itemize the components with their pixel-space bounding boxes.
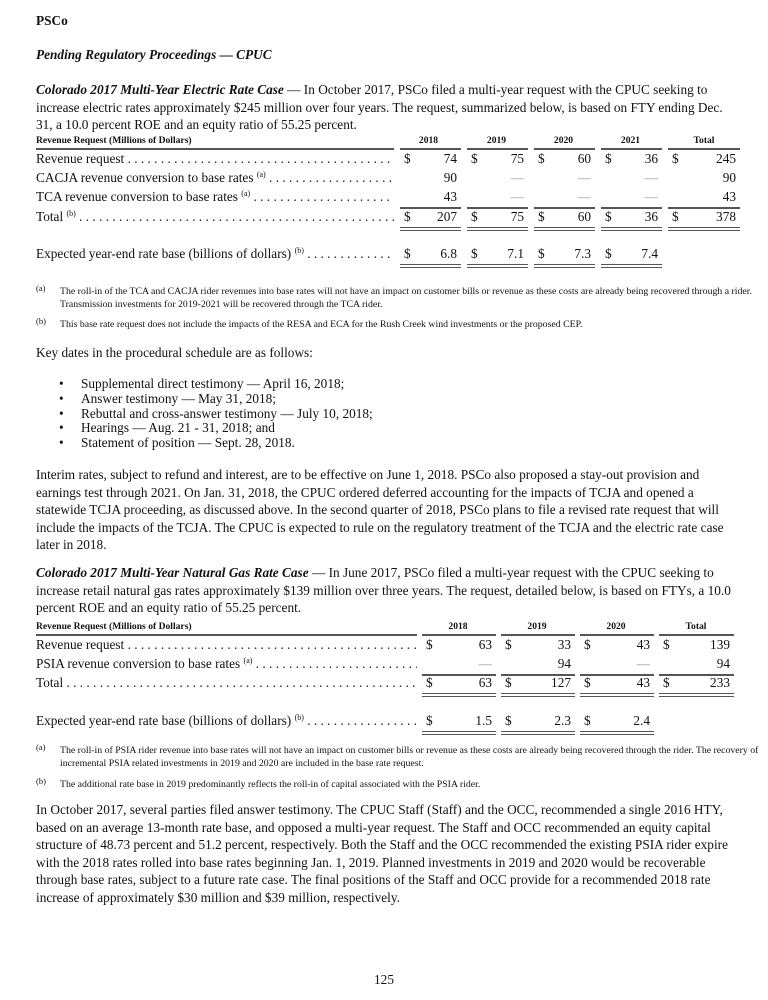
row-label: Expected year-end rate base (billions of dollars) $^{(b)}$ . . . <box>36 246 394 262</box>
footnote-text: The additional rate base in 2019 predominantly reflects the roll-in of capital associated with the PSIA rider. <box>60 779 481 790</box>
footnote <box>36 778 756 794</box>
cell-value: 245 <box>716 151 736 166</box>
cell-value: 90 <box>722 170 736 185</box>
table-row <box>36 637 748 655</box>
column-header: 2019 <box>486 135 507 146</box>
cell-value: 43 <box>722 189 736 204</box>
cell-value: 43 <box>443 189 457 204</box>
cell-value: — <box>577 170 591 185</box>
cell-value: 36 <box>644 151 658 166</box>
cell-value: 7.4 <box>641 246 658 261</box>
divider <box>501 634 575 636</box>
cell-value: — <box>478 656 492 671</box>
currency-symbol: $ <box>471 151 478 166</box>
table-row <box>36 170 748 188</box>
double-underline <box>400 264 461 268</box>
cell-value: 94 <box>557 656 571 671</box>
currency-symbol: $ <box>584 675 591 690</box>
cell-value: 43 <box>636 675 650 690</box>
row-label: Expected year-end rate base (billions of dollars) $^{(b)}$ . . . <box>36 713 417 729</box>
page-number: 125 <box>374 972 394 987</box>
divider <box>659 634 734 636</box>
cell-value: 60 <box>577 151 591 166</box>
currency-symbol: $ <box>426 713 433 728</box>
column-header: 2018 <box>418 135 439 146</box>
currency-symbol: $ <box>672 151 679 166</box>
column-header: Total <box>685 621 707 632</box>
double-underline <box>501 693 575 697</box>
currency-symbol: $ <box>584 637 591 652</box>
cell-value: 36 <box>644 209 658 224</box>
divider <box>422 634 496 636</box>
currency-symbol: $ <box>505 713 512 728</box>
double-underline <box>668 227 740 231</box>
footnote <box>36 318 756 334</box>
list-item: • Rebuttal and cross-answer testimony — July 10, 2018; <box>36 407 373 422</box>
column-header: Total <box>693 135 715 146</box>
cell-value: 90 <box>443 170 457 185</box>
cell-value: 43 <box>636 637 650 652</box>
cell-value: — <box>510 189 524 204</box>
currency-symbol: $ <box>471 209 478 224</box>
table-row <box>36 151 748 169</box>
currency-symbol: $ <box>584 713 591 728</box>
cell-value: 2.4 <box>633 713 650 728</box>
table-row-rate-base <box>36 246 748 264</box>
footnote-mark: (b) <box>36 316 46 326</box>
cell-value: 75 <box>510 209 524 224</box>
table-header-label: Revenue Request (Millions of Dollars) <box>36 135 192 146</box>
double-underline <box>601 227 662 231</box>
answer-testimony-paragraph: In October 2017, several parties filed answer testimony. The CPUC Staff (Staff) and the OCC, recommended a single 2016 HTY, based on an average 13-month rate base, and opposed a multi-year request. The Staff and OCC recommended an equity capital structure of 48.73 percent and 51.2 percent, respectively. Both the Staff and the OCC recommended the existing PSIA rider expire with the 2018 rates rolled into base rates beginning Jan. 1, 2019. Planned investments in 2019 and 2020 would be recoverable through base rates, subject to a future rate case. The final positions of the Staff and OCC provide for a recommended 2018 rate increase of approximately $30 million and $39 million, respectively. <box>36 802 728 905</box>
footnote <box>36 742 759 774</box>
row-label: Revenue request . . . <box>36 637 417 653</box>
cell-value: 63 <box>478 637 492 652</box>
list-item: • Answer testimony — May 31, 2018; <box>36 392 373 407</box>
double-underline <box>659 693 734 697</box>
double-underline <box>580 693 654 697</box>
electric-case-title: Colorado 2017 Multi-Year Electric Rate Case <box>36 82 284 97</box>
electric-revenue-table <box>36 132 748 267</box>
cell-value: 378 <box>716 209 736 224</box>
cell-value: — <box>644 189 658 204</box>
cell-value: 7.1 <box>507 246 524 261</box>
footnote <box>36 285 756 315</box>
cell-value: 233 <box>710 675 730 690</box>
column-header: 2020 <box>606 621 626 632</box>
currency-symbol: $ <box>663 637 670 652</box>
divider <box>534 148 595 150</box>
double-underline <box>580 731 654 735</box>
list-item: • Statement of position — Sept. 28, 2018. <box>36 436 373 451</box>
currency-symbol: $ <box>605 151 612 166</box>
footnote-mark: (a) <box>36 283 46 293</box>
cell-value: 1.5 <box>475 713 492 728</box>
interim-rates-paragraph: Interim rates, subject to refund and interest, are to be effective on June 1, 2018. PSCo also proposed a stay-out provision and earnings test through 2021. On Jan. 31, 2018, the CPUC ordered deferred accounting for the impacts of TCJA and opened a statewide TCJA proceeding, as discussed above. In the second quarter of 2018, PSCo plans to file a revised rate request that will include the impacts of the TCJA. The CPUC is expected to rule on the regulatory treatment of the TCJA and the electric rate case later in 2018. <box>36 467 724 553</box>
currency-symbol: $ <box>404 151 411 166</box>
currency-symbol: $ <box>672 209 679 224</box>
currency-symbol: $ <box>505 675 512 690</box>
row-label: Revenue request . . . <box>36 151 394 167</box>
cell-value: 75 <box>510 151 524 166</box>
double-underline <box>601 264 662 268</box>
schedule-intro: Key dates in the procedural schedule are as follows: <box>36 345 313 360</box>
double-underline <box>400 227 461 231</box>
column-header: 2020 <box>553 135 574 146</box>
currency-symbol: $ <box>538 246 545 261</box>
section-title: Pending Regulatory Proceedings — CPUC <box>36 47 272 62</box>
table-header-label: Revenue Request (Millions of Dollars) <box>36 621 192 632</box>
currency-symbol: $ <box>538 209 545 224</box>
currency-symbol: $ <box>663 675 670 690</box>
cell-value: 74 <box>443 151 457 166</box>
electric-intro-paragraph <box>36 81 736 134</box>
schedule-list <box>36 377 373 451</box>
footnote-mark: (b) <box>36 776 46 786</box>
table-row <box>36 189 748 207</box>
currency-symbol: $ <box>605 209 612 224</box>
footnote-text: The roll-in of PSIA rider revenue into base rates will not have an impact on customer bills or revenue as these costs are already being recovered through the rider. The recovery of incremental PSIA related investments in 2019 and 2020 are included in the base rate request. <box>60 745 759 769</box>
currency-symbol: $ <box>471 246 478 261</box>
cell-value: — <box>577 189 591 204</box>
divider <box>400 148 461 150</box>
company-heading: PSCo <box>36 13 68 28</box>
footnote-text: This base rate request does not include the impacts of the RESA and ECA for the Rush Creek wind investments or the proposed CEP. <box>60 319 583 330</box>
cell-value: 207 <box>437 209 457 224</box>
currency-symbol: $ <box>426 675 433 690</box>
currency-symbol: $ <box>538 151 545 166</box>
table-row-total <box>36 675 748 693</box>
column-header: 2018 <box>448 621 468 632</box>
double-underline <box>534 227 595 231</box>
divider <box>580 634 654 636</box>
column-header: 2019 <box>527 621 547 632</box>
divider <box>36 148 394 150</box>
footnote-mark: (a) <box>36 742 46 752</box>
cell-value: 7.3 <box>574 246 591 261</box>
divider <box>36 634 417 636</box>
footnote-text: The roll-in of the TCA and CACJA rider revenues into base rates will not have an impact on customer bills or revenue as these costs are already being recovered through a rider. Transmission investments for 2019-2021 will be recovered through the TCA rider. <box>60 286 752 310</box>
row-label: Total . . . <box>36 675 417 691</box>
gas-revenue-table <box>36 618 748 733</box>
column-header: 2021 <box>620 135 641 146</box>
gas-case-title: Colorado 2017 Multi-Year Natural Gas Rate Case <box>36 565 309 580</box>
table-row-total <box>36 209 748 227</box>
double-underline <box>534 264 595 268</box>
double-underline <box>467 264 528 268</box>
cell-value: 94 <box>716 656 730 671</box>
row-label: CACJA revenue conversion to base rates $^{(a)}$ . . . <box>36 170 394 186</box>
divider <box>668 148 740 150</box>
cell-value: — <box>636 656 650 671</box>
list-item: • Hearings — Aug. 21 - 31, 2018; and <box>36 421 373 436</box>
currency-symbol: $ <box>505 637 512 652</box>
electric-intro-text: — In October 2017, PSCo filed a multi-year request with the CPUC seeking to increase electric rates approximately $245 million over four years. The request, summarized below, is based on FTY ending Dec. 31, a 10.0 percent ROE and an equity ratio of 55.25 percent. <box>36 82 723 133</box>
double-underline <box>467 227 528 231</box>
cell-value: 63 <box>478 675 492 690</box>
currency-symbol: $ <box>404 246 411 261</box>
row-label: TCA revenue conversion to base rates $^{(a)}$ . . . <box>36 189 394 205</box>
double-underline <box>422 693 496 697</box>
currency-symbol: $ <box>404 209 411 224</box>
double-underline <box>422 731 496 735</box>
cell-value: 33 <box>557 637 571 652</box>
table-row <box>36 656 748 674</box>
divider <box>601 148 662 150</box>
currency-symbol: $ <box>605 246 612 261</box>
cell-value: 2.3 <box>554 713 571 728</box>
cell-value: 6.8 <box>440 246 457 261</box>
row-label: PSIA revenue conversion to base rates $^{(a)}$ . . . <box>36 656 417 672</box>
cell-value: — <box>510 170 524 185</box>
table-row-rate-base <box>36 713 748 731</box>
cell-value: 127 <box>551 675 571 690</box>
cell-value: 60 <box>577 209 591 224</box>
row-label: Total $^{(b)}$ . . . <box>36 209 394 225</box>
list-item: • Supplemental direct testimony — April 16, 2018; <box>36 377 373 392</box>
divider <box>467 148 528 150</box>
cell-value: 139 <box>710 637 730 652</box>
double-underline <box>501 731 575 735</box>
currency-symbol: $ <box>426 637 433 652</box>
gas-intro-paragraph <box>36 564 736 617</box>
cell-value: — <box>644 170 658 185</box>
gas-intro-text: — In June 2017, PSCo filed a multi-year request with the CPUC seeking to increase retail natural gas rates approximately $139 million over three years. The request, detailed below, is based on FTYs, a 10.0 percent ROE and an equity ratio of 55.25 percent. <box>36 565 731 616</box>
